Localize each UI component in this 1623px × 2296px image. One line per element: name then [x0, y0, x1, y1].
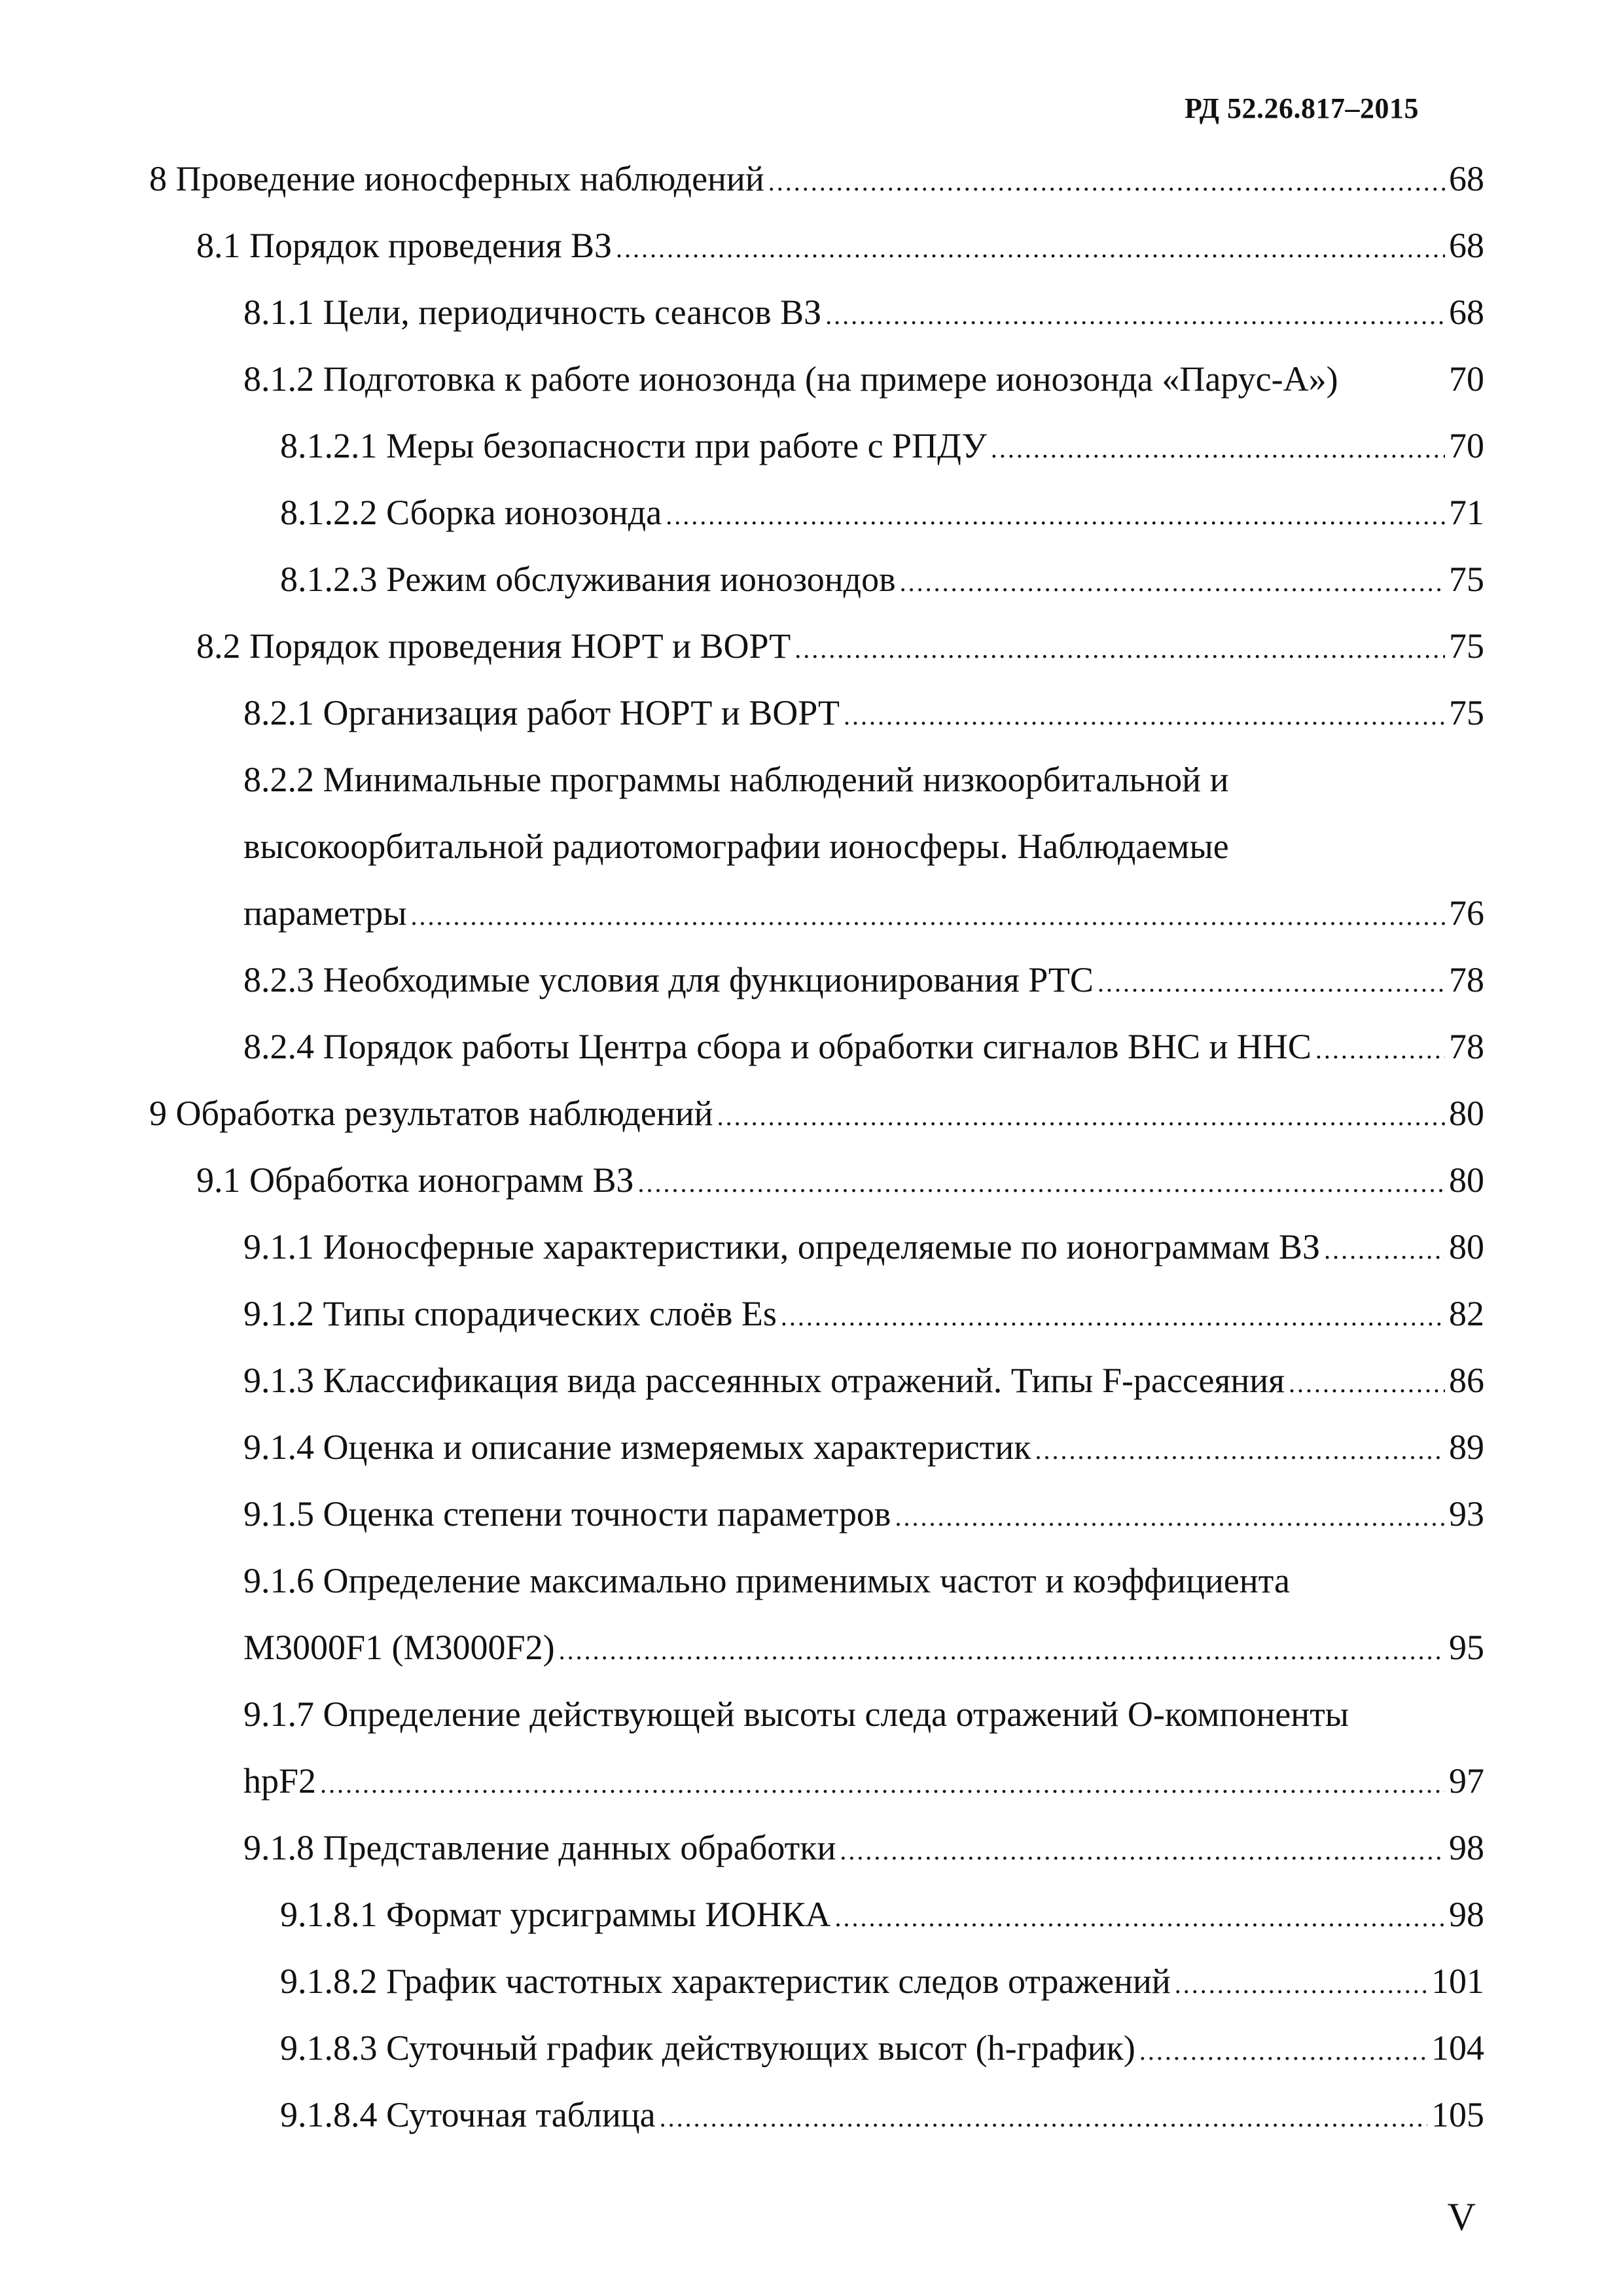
toc-entry-title: 9.1.1 Ионосферные характеристики, определяемые по ионограммам ВЗ — [243, 1227, 1321, 1266]
toc-entry-title: 9.1.3 Классификация вида рассеянных отражений. Типы F-рассеяния — [243, 1361, 1285, 1400]
toc-entry[interactable] — [149, 1080, 1484, 1147]
toc-entry-title: 8.1.2 Подготовка к работе ионозонда (на примере ионозонда «Парус-А») — [243, 359, 1338, 399]
toc-entry[interactable] — [149, 1013, 1484, 1080]
toc-entry[interactable] — [149, 1414, 1484, 1480]
toc-entry[interactable] — [149, 145, 1484, 212]
toc-entry-title: hpF2 — [243, 1761, 317, 1801]
toc-entry-title: высокоорбитальной радиотомографии ионосферы. Наблюдаемые — [243, 827, 1229, 866]
dot-leader — [1139, 2018, 1427, 2085]
document-code-header: РД 52.26.817–2015 — [1185, 92, 1419, 124]
dot-leader — [1315, 1016, 1445, 1083]
toc-entry-title: 8.1.2.3 Режим обслуживания ионозондов — [280, 560, 896, 599]
toc-entry-page: 70 — [1449, 359, 1484, 399]
toc-entry-page: 70 — [1449, 426, 1484, 465]
toc-entry[interactable] — [149, 679, 1484, 746]
toc-entry-page: 86 — [1449, 1361, 1484, 1400]
toc-entry[interactable] — [149, 346, 1484, 412]
toc-entry-page: 76 — [1449, 893, 1484, 933]
dot-leader — [616, 215, 1445, 282]
toc-entry[interactable] — [149, 946, 1484, 1013]
dot-leader — [717, 1083, 1445, 1150]
dot-leader — [1289, 1350, 1445, 1417]
toc-entry-page: 75 — [1449, 560, 1484, 599]
dot-leader — [1097, 950, 1445, 1016]
toc-entry[interactable] — [149, 2015, 1484, 2081]
toc-entry[interactable] — [149, 1681, 1484, 1748]
toc-entry[interactable] — [149, 1347, 1484, 1414]
toc-entry-page: 93 — [1449, 1494, 1484, 1534]
toc-entry[interactable] — [149, 1213, 1484, 1280]
toc-entry-title: 8.1.2.2 Сборка ионозонда — [280, 493, 662, 532]
toc-entry[interactable] — [149, 880, 1484, 946]
toc-entry-page: 68 — [1449, 226, 1484, 265]
toc-entry-page: 101 — [1431, 1962, 1484, 2001]
toc-entry-page: 98 — [1449, 1895, 1484, 1934]
dot-leader — [834, 1884, 1445, 1951]
toc-entry[interactable] — [149, 613, 1484, 679]
dot-leader — [991, 416, 1445, 482]
toc-entry-title: 9.1 Обработка ионограмм ВЗ — [196, 1160, 634, 1200]
dot-leader — [825, 282, 1445, 349]
toc-entry-page: 71 — [1449, 493, 1484, 532]
toc-entry-title: параметры — [243, 893, 407, 933]
toc-entry[interactable] — [149, 279, 1484, 346]
dot-leader — [411, 883, 1445, 950]
dot-leader — [638, 1150, 1445, 1217]
toc-entry-title: 8.1.1 Цели, периодичность сеансов ВЗ — [243, 293, 822, 332]
dot-leader — [666, 482, 1445, 549]
toc-entry[interactable] — [149, 1280, 1484, 1347]
toc-entry[interactable] — [149, 1147, 1484, 1213]
toc-entry-title: 9.1.2 Типы спорадических слоёв Es — [243, 1294, 777, 1333]
toc-entry[interactable] — [149, 1614, 1484, 1681]
toc-entry[interactable] — [149, 813, 1484, 880]
toc-entry[interactable] — [149, 746, 1484, 813]
toc-entry-title: 8.2 Порядок проведения НОРТ и ВОРТ — [196, 626, 791, 666]
dot-leader — [1035, 1417, 1445, 1484]
toc-entry-page: 98 — [1449, 1828, 1484, 1867]
toc-entry-title: 9.1.8.4 Суточная таблица — [280, 2095, 656, 2134]
toc-entry-page: 80 — [1449, 1094, 1484, 1133]
toc-entry[interactable] — [149, 1814, 1484, 1881]
dot-leader — [320, 1751, 1445, 1818]
toc-entry-title: 8.2.3 Необходимые условия для функционирования РТС — [243, 960, 1094, 999]
page-number: V — [1447, 2195, 1476, 2238]
dot-leader — [900, 549, 1445, 616]
toc-entry[interactable] — [149, 2081, 1484, 2148]
toc-entry-page: 78 — [1449, 960, 1484, 999]
toc-entry-title: 9.1.6 Определение максимально применимых частот и коэффициента — [243, 1561, 1290, 1600]
toc-entry-page: 105 — [1431, 2095, 1484, 2134]
toc-entry-title: 8.1.2.1 Меры безопасности при работе с РПДУ — [280, 426, 987, 465]
toc-entry-page: 80 — [1449, 1227, 1484, 1266]
toc-entry-page: 82 — [1449, 1294, 1484, 1333]
toc-entry-page: 97 — [1449, 1761, 1484, 1801]
dot-leader — [895, 1484, 1445, 1551]
toc-entry-title: M3000F1 (M3000F2) — [243, 1628, 555, 1667]
toc-entry[interactable] — [149, 479, 1484, 546]
toc-entry-page: 75 — [1449, 626, 1484, 666]
dot-leader — [559, 1617, 1445, 1684]
toc-entry[interactable] — [149, 1547, 1484, 1614]
toc-entry-title: 9.1.7 Определение действующей высоты следа отражений О-компоненты — [243, 1695, 1349, 1734]
toc-entry-title: 8.2.1 Организация работ НОРТ и ВОРТ — [243, 693, 840, 732]
toc-entry-page: 95 — [1449, 1628, 1484, 1667]
dot-leader — [840, 1818, 1445, 1884]
toc-entry-page: 78 — [1449, 1027, 1484, 1066]
table-of-contents — [149, 145, 1484, 2148]
toc-entry-page: 80 — [1449, 1160, 1484, 1200]
toc-entry[interactable] — [149, 546, 1484, 613]
toc-entry-page: 104 — [1431, 2028, 1484, 2068]
toc-entry-page: 68 — [1449, 293, 1484, 332]
toc-entry[interactable] — [149, 212, 1484, 279]
toc-entry-page: 68 — [1449, 159, 1484, 198]
toc-entry-title: 9.1.8.1 Формат урсиграммы ИОНКА — [280, 1895, 831, 1934]
toc-entry[interactable] — [149, 412, 1484, 479]
toc-entry-title: 9.1.8.3 Суточный график действующих высот (h-график) — [280, 2028, 1135, 2068]
toc-entry[interactable] — [149, 1881, 1484, 1948]
toc-entry-page: 89 — [1449, 1427, 1484, 1467]
dot-leader — [660, 2085, 1427, 2151]
dot-leader — [768, 149, 1445, 215]
toc-entry-title: 9 Обработка результатов наблюдений — [149, 1094, 713, 1133]
toc-entry-title: 9.1.5 Оценка степени точности параметров — [243, 1494, 891, 1534]
dot-leader — [844, 683, 1445, 749]
toc-entry-title: 9.1.8 Представление данных обработки — [243, 1828, 836, 1867]
toc-entry-title: 8.1 Порядок проведения ВЗ — [196, 226, 613, 265]
toc-entry-title: 8.2.4 Порядок работы Центра сбора и обработки сигналов ВНС и ННС — [243, 1027, 1311, 1066]
dot-leader — [1324, 1217, 1445, 1283]
toc-entry-page: 75 — [1449, 693, 1484, 732]
dot-leader — [781, 1283, 1445, 1350]
toc-entry-title: 9.1.8.2 График частотных характеристик следов отражений — [280, 1962, 1171, 2001]
toc-entry-title: 8 Проведение ионосферных наблюдений — [149, 159, 764, 198]
toc-entry-title: 9.1.4 Оценка и описание измеряемых характеристик — [243, 1427, 1031, 1467]
dot-leader — [794, 616, 1445, 683]
toc-entry[interactable] — [149, 1748, 1484, 1814]
toc-entry[interactable] — [149, 1948, 1484, 2015]
dot-leader — [1175, 1951, 1427, 2018]
toc-entry[interactable] — [149, 1480, 1484, 1547]
toc-entry-title: 8.2.2 Минимальные программы наблюдений низкоорбитальной и — [243, 760, 1229, 799]
